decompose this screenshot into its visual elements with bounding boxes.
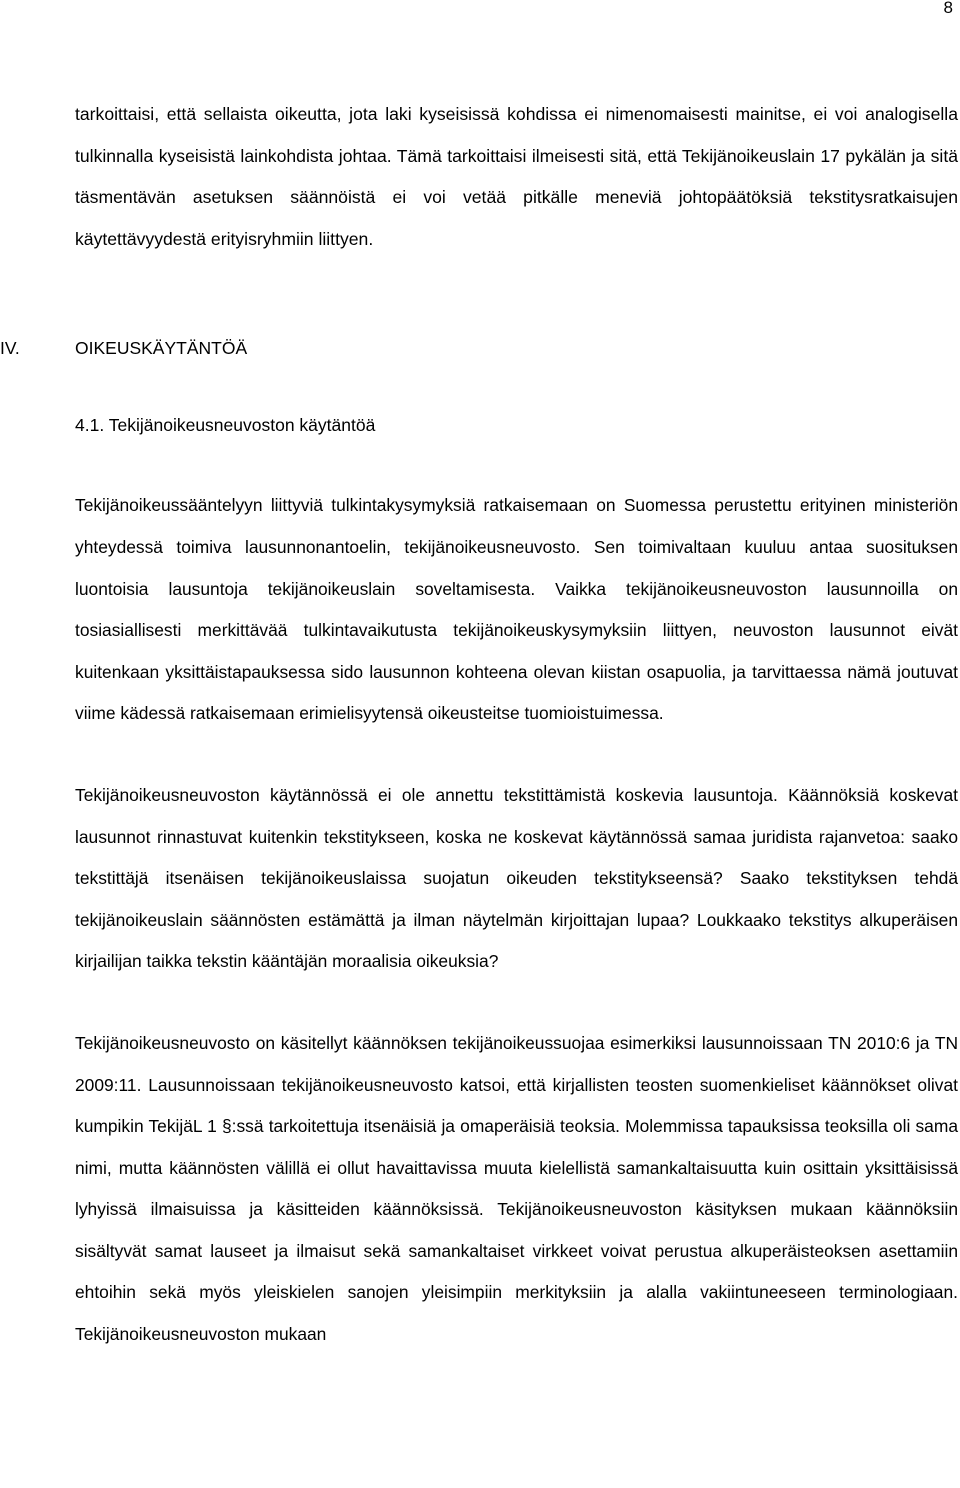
subsection-heading: 4.1. Tekijänoikeusneuvoston käytäntöä xyxy=(75,415,376,436)
document-body xyxy=(0,94,958,1356)
section-heading xyxy=(0,336,958,360)
paragraph-neuvosto-intro: Tekijänoikeussääntelyyn liittyviä tulkintakysymyksiä ratkaisemaan on Suomessa perustettu erityinen ministeriön yhteydessä toimiva lausunnonantoelin, tekijänoikeusneuvosto. Sen toimivaltaan kuuluu antaa suosituksen luontoisia lausuntoja tekijänoikeuslain soveltamisesta. Vaikka tekijänoikeusneuvoston lausunnoilla on tosiasiallisesti merkittävää tulkintavaikutusta tekijänoikeuskysymyksiin liittyen, neuvoston lausunnot eivät kuitenkaan yksittäistapauksessa sido lausunnon kohteena olevan kiistan osapuolia, ja tarvittaessa nämä joutuvat viime kädessä ratkaisemaan erimielisyytensä oikeusteitse tuomioistuimessa. xyxy=(75,495,958,724)
section-number: IV. xyxy=(0,338,20,359)
section-title: OIKEUSKÄYTÄNTÖÄ xyxy=(75,338,248,359)
paragraph-tekstitys: Tekijänoikeusneuvoston käytännössä ei ole annettu tekstittämistä koskevia lausuntoja. Käännöksiä koskevat lausunnot rinnastuvat kuitenkin tekstitykseen, koska ne koskevat käytännössä samaa juridista rajanvetoa: saako tekstittäjä itsenäisen tekijänoikeuslaissa suojatun oikeuden tekstitykseensä? Saako tekstityksen tehdä tekijänoikeuslain säännösten estämättä ja ilman näytelmän kirjoittajan lupaa? Loukkaako tekstitys alkuperäisen kirjailijan taikka tekstin kääntäjän moraalisia oikeuksia? xyxy=(75,784,958,972)
paragraph-lausunnot: Tekijänoikeusneuvosto on käsitellyt käännöksen tekijänoikeussuojaa esimerkiksi lausunnoissaan TN 2010:6 ja TN 2009:11. Lausunnoissaan tekijänoikeusneuvosto katsoi, että kirjallisten teosten suomenkieliset käännökset olivat kumpikin TekijäL 1 §:ssä tarkoitettuja itsenäisiä ja omaperäisiä teoksia. Molemmissa tapauksissa teoksilla oli sama nimi, mutta käännösten välillä ei ollut havaittavissa muuta kielellistä samankaltaisuutta kuin osittain yksittäisissä lyhyissä ilmaisuissa ja käsitteiden käännöksissä. Tekijänoikeusneuvoston käsityksen mukaan käännöksiin sisältyvät samat lauseet ja ilmaisut sekä samankaltaiset virkkeet voivat perustua alkuperäisteoksen asettamiin ehtoihin sekä myös yleiskielen sanojen yleisimpiin merkityksiin ja alalla vakiintuneeseen terminologiaan. Tekijänoikeusneuvoston mukaan xyxy=(75,1032,958,1345)
page-number: 8 xyxy=(943,0,953,17)
paragraph-intro: tarkoittaisi, että sellaista oikeutta, jota laki kyseisissä kohdissa ei nimenomaisesti mainitse, ei voi analogisella tulkinnalla kyseisistä lainkohdista johtaa. Tämä tarkoittaisi ilmeisesti sitä, että Tekijänoikeuslain 17 pykälän ja sitä täsmentävän asetuksen säännöistä ei voi vetää pitkälle meneviä johtopäätöksiä tekstitysratkaisujen käytettävyydestä erityisryhmiin liittyen. xyxy=(75,104,958,249)
